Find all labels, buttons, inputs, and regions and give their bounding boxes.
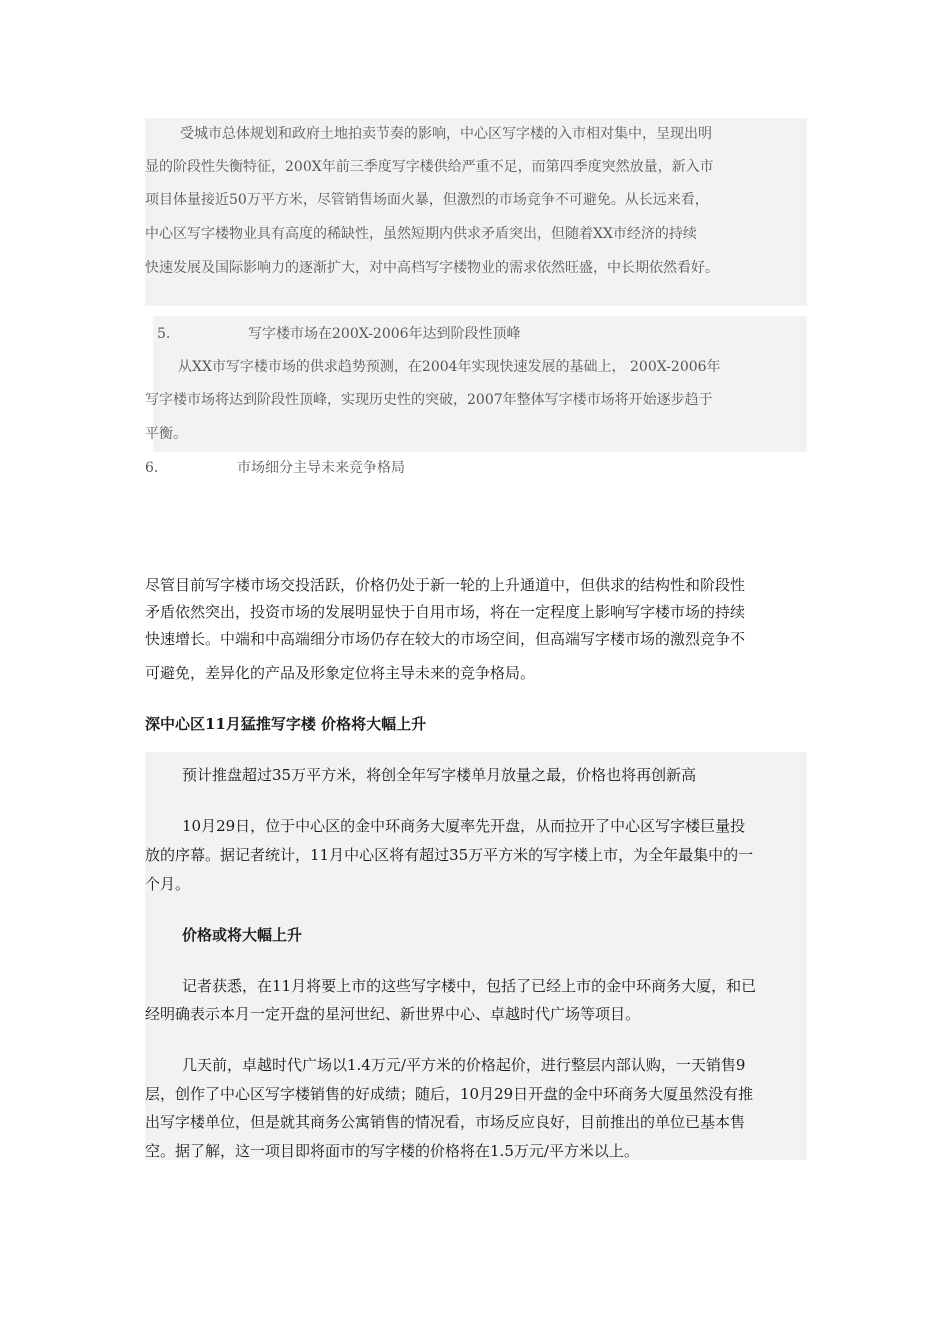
text-line: 记者获悉，在11月将要上市的这些写字楼中，包括了已经上市的金中环商务大厦，和已 xyxy=(182,977,757,995)
text-line: 快速发展及国际影响力的逐渐扩大，对中高档写字楼物业的需求依然旺盛，中长期依然看好。 xyxy=(145,260,719,276)
article-section-heading: 价格或将大幅上升 xyxy=(182,926,303,944)
text-line: 空。据了解，这一项目即将面市的写字楼的价格将在1.5万元/平方米以上。 xyxy=(145,1142,639,1160)
section-6-number: 6. xyxy=(145,460,159,476)
text-line: 显的阶段性失衡特征，200X年前三季度写字楼供给严重不足，而第四季度突然放量，新入市 xyxy=(145,159,714,175)
text-line: 10月29日，位于中心区的金中环商务大厦率先开盘，从而拉开了中心区写字楼巨量投 xyxy=(182,817,746,835)
text-line: 可避免，差异化的产品及形象定位将主导未来的竞争格局。 xyxy=(145,664,536,682)
text-line: 快速增长。中端和中高端细分市场仍存在较大的市场空间，但高端写字楼市场的激烈竞争不 xyxy=(145,630,746,648)
article-headline: 深中心区11月猛推写字楼 价格将大幅上升 xyxy=(145,715,427,733)
text-line: 层，创作了中心区写字楼销售的好成绩；随后，10月29日开盘的金中环商务大厦虽然没有推 xyxy=(145,1085,754,1103)
section-5-number: 5. xyxy=(157,326,171,342)
text-line: 项目体量接近50万平方米，尽管销售场面火暴，但激烈的市场竞争不可避免。从长远来看， xyxy=(145,192,709,208)
text-line: 放的序幕。据记者统计，11月中心区将有超过35万平方米的写字楼上市，为全年最集中的一 xyxy=(145,846,754,864)
text-line: 平衡。 xyxy=(145,426,187,442)
section-5-title: 写字楼市场在200X-2006年达到阶段性顶峰 xyxy=(248,326,521,342)
text-line: 个月。 xyxy=(145,875,191,893)
text-line: 中心区写字楼物业具有高度的稀缺性，虽然短期内供求矛盾突出，但随着XX市经济的持续 xyxy=(145,226,697,242)
article-subheadline: 预计推盘超过35万平方米，将创全年写字楼单月放量之最，价格也将再创新高 xyxy=(182,766,697,784)
text-line: 经明确表示本月一定开盘的星河世纪、新世界中心、卓越时代广场等项目。 xyxy=(145,1005,641,1023)
text-line: 尽管目前写字楼市场交投活跃，价格仍处于新一轮的上升通道中，但供求的结构性和阶段性 xyxy=(145,576,746,594)
text-line: 从XX市写字楼市场的供求趋势预测，在2004年实现快速发展的基础上， 200X-2006年 xyxy=(178,359,721,375)
text-line: 出写字楼单位，但是就其商务公寓销售的情况看，市场反应良好，目前推出的单位已基本售 xyxy=(145,1113,746,1131)
section-6-title: 市场细分主导未来竞争格局 xyxy=(237,460,405,476)
text-line: 写字楼市场将达到阶段性顶峰，实现历史性的突破，2007年整体写字楼市场将开始逐步趋于 xyxy=(145,392,713,408)
text-line: 几天前，卓越时代广场以1.4万元/平方米的价格起价，进行整层内部认购，一天销售9 xyxy=(182,1056,746,1074)
text-line: 矛盾依然突出，投资市场的发展明显快于自用市场，将在一定程度上影响写字楼市场的持续 xyxy=(145,603,746,621)
text-line: 受城市总体规划和政府土地拍卖节奏的影响，中心区写字楼的入市相对集中，呈现出明 xyxy=(180,126,712,142)
